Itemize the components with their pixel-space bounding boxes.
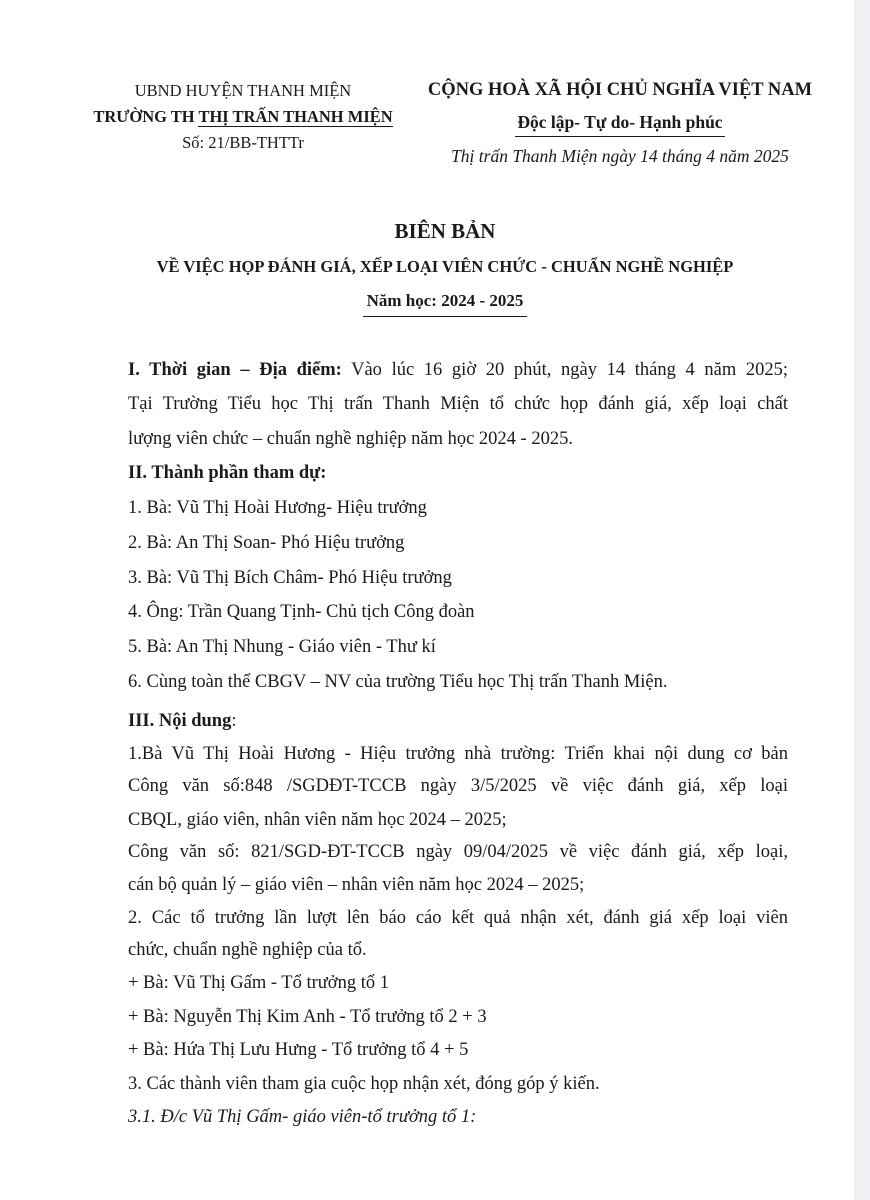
header-left-line1: UBND HUYỆN THANH MIỆN: [134, 81, 352, 100]
section1-line1: [128, 355, 788, 385]
section1-heading: I. Thời gian – Địa điểm:: [128, 360, 342, 380]
header-right: [408, 76, 832, 169]
section2-heading: II. Thành phần tham dự:: [128, 463, 327, 483]
leader-item: + Bà: Nguyễn Thị Kim Anh - Tổ trưởng tổ 2 + 3: [128, 1007, 487, 1027]
participant-item: 6. Cùng toàn thể CBGV – NV của trường Tiểu học Thị trấn Thanh Miện.: [128, 672, 668, 692]
content-p5: 3.1. Đ/c Vũ Thị Gấm- giáo viên-tổ trưởng tổ 1:: [128, 1107, 477, 1127]
section3-heading-line: [128, 706, 236, 736]
participant-item: 3. Bà: Vũ Thị Bích Châm- Phó Hiệu trưởng: [128, 568, 452, 588]
section1-line2: Tại Trường Tiểu học Thị trấn Thanh Miện tổ chức họp đánh giá, xếp loại chất: [128, 394, 788, 414]
content-p1-line3: CBQL, giáo viên, nhân viên năm học 2024 – 2025;: [128, 810, 507, 830]
school-year: Năm học: 2024 - 2025: [363, 286, 528, 317]
header-left: [78, 78, 408, 156]
content-p2-line1: Công văn số: 821/SGD-ĐT-TCCB ngày 09/04/2025 về việc đánh giá, xếp loại,: [128, 842, 788, 862]
content-p3-line2: chức, chuẩn nghề nghiệp của tổ.: [128, 940, 367, 960]
page-edge-shadow: [854, 0, 870, 1200]
participant-item: 4. Ông: Trần Quang Tịnh- Chủ tịch Công đoàn: [128, 602, 475, 622]
document-title-block: [60, 214, 830, 317]
section3-heading: III. Nội dung: [128, 711, 232, 731]
document-title: BIÊN BẢN: [394, 219, 496, 243]
section3-heading-colon: :: [231, 711, 237, 731]
document-number: Số: 21/BB-THTTr: [182, 133, 304, 152]
document-subtitle: VỀ VIỆC HỌP ĐÁNH GIÁ, XẾP LOẠI VIÊN CHỨC - CHUẨN NGHỀ NGHIỆP: [156, 257, 734, 276]
place-date: Thị trấn Thanh Miện ngày 14 tháng 4 năm 2025: [451, 146, 789, 166]
participant-item: 1. Bà: Vũ Thị Hoài Hương- Hiệu trưởng: [128, 498, 427, 518]
section1-line3: lượng viên chức – chuẩn nghề nghiệp năm học 2024 - 2025.: [128, 429, 573, 449]
section1-text1: Vào lúc 16 giờ 20 phút, ngày 14 tháng 4 năm 2025;: [341, 360, 788, 380]
leader-item: + Bà: Vũ Thị Gấm - Tổ trưởng tổ 1: [128, 973, 389, 993]
content-p3-line1: 2. Các tổ trưởng lần lượt lên báo cáo kết quả nhận xét, đánh giá xếp loại viên: [128, 908, 788, 928]
header-left-line2: [78, 104, 408, 130]
content-p4: 3. Các thành viên tham gia cuộc họp nhận xét, đóng góp ý kiến.: [128, 1074, 600, 1094]
content-p1-line2: Công văn số:848 /SGDĐT-TCCB ngày 3/5/2025 về việc đánh giá, xếp loại: [128, 776, 788, 796]
national-title: CỘNG HOÀ XÃ HỘI CHỦ NGHĨA VIỆT NAM: [427, 80, 813, 100]
content-p2-line2: cán bộ quản lý – giáo viên – nhân viên năm học 2024 – 2025;: [128, 875, 585, 895]
leader-item: + Bà: Hứa Thị Lưu Hưng - Tổ trưởng tổ 4 + 5: [128, 1040, 469, 1060]
content-p1-line1: 1.Bà Vũ Thị Hoài Hương - Hiệu trưởng nhà trường: Triển khai nội dung cơ bản: [128, 744, 788, 764]
school-prefix: TRƯỜNG TH: [93, 107, 199, 126]
participant-item: 5. Bà: An Thị Nhung - Giáo viên - Thư kí: [128, 637, 436, 657]
school-name-underlined: THỊ TRẤN THANH MIỆN: [198, 107, 393, 126]
participant-item: 2. Bà: An Thị Soan- Phó Hiệu trưởng: [128, 533, 405, 553]
national-motto: Độc lập- Tự do- Hạnh phúc: [515, 108, 724, 137]
